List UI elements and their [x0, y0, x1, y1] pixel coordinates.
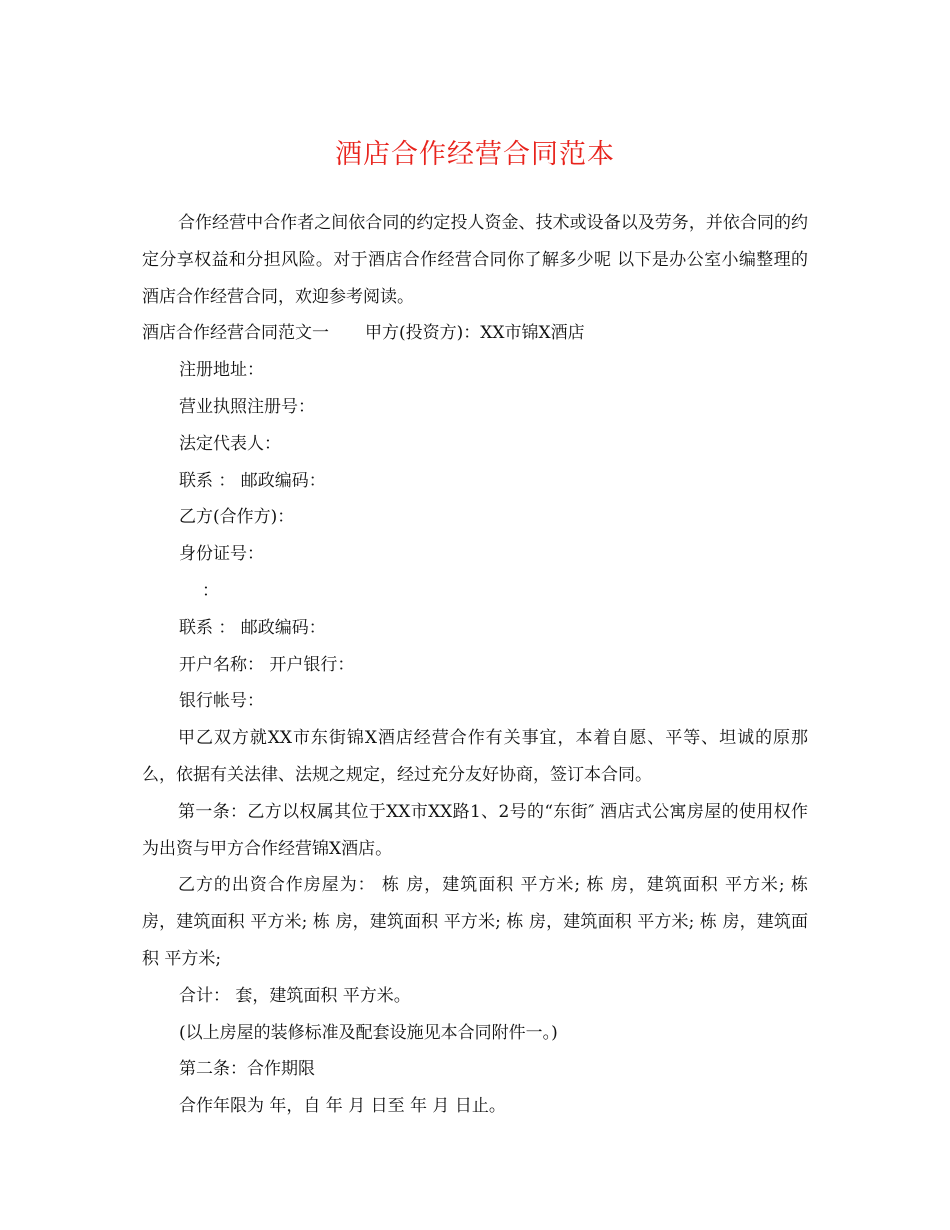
party-a-line: 甲方(投资方)：XX市锦X酒店 — [365, 323, 585, 344]
property-list-paragraph: 乙方的出资合作房屋为： 栋 房，建筑面积 平方米; 栋 房，建筑面积 平方米; 栋 房，建筑面积 平方米; 栋 房，建筑面积 平方米; 栋 房，建筑面积 平方米; 栋 房，建筑面积 平方米; — [142, 875, 808, 969]
field-party-b: 乙方(合作方)： — [179, 507, 295, 528]
total-line: 合计： 套，建筑面积 平方米。 — [179, 985, 411, 1006]
field-bank-account: 银行帐号： — [179, 691, 264, 712]
field-legal-representative: 法定代表人： — [179, 433, 281, 454]
document-body — [142, 205, 808, 1125]
term-line: 合作年限为 年，自 年 月 日至 年 月 日止。 — [179, 1096, 506, 1117]
field-registered-address: 注册地址： — [179, 360, 264, 381]
sample-heading-line — [142, 315, 808, 352]
field-contact-postcode-a: 联系 ： 邮政编码： — [179, 470, 326, 491]
intro-paragraph: 合作经营中合作者之间依合同的约定投人资金、技术或设备以及劳务，并依合同的约定分享权益和分担风险。对于酒店合作经营合同你了解多少呢 以下是办公室小编整理的酒店合作经营合同，欢迎参考阅读。 — [142, 213, 808, 307]
note-line: (以上房屋的装修标准及配套设施见本合同附件一。) — [179, 1022, 558, 1043]
article-2-heading: 第二条：合作期限 — [179, 1059, 315, 1080]
field-account-name-bank: 开户名称： 开户银行： — [179, 654, 355, 675]
document-title: 酒店合作经营合同范本 — [335, 139, 615, 170]
field-id-number: 身份证号： — [179, 544, 264, 565]
article-1-paragraph: 第一条：乙方以权属其位于XX市XX路1、2号的“东街″ 酒店式公寓房屋的使用权作为出资与甲方合作经营锦X酒店。 — [142, 801, 808, 859]
agreement-paragraph: 甲乙双方就XX市东街锦X酒店经营合作有关事宜，本着自愿、平等、坦诚的原那么，依据有关法律、法规之规定，经过充分友好协商，签订本合同。 — [142, 728, 808, 785]
sample-label: 酒店合作经营合同范文一 — [142, 323, 329, 344]
field-blank: ： — [202, 580, 219, 601]
field-business-license: 营业执照注册号： — [179, 396, 315, 417]
field-contact-postcode-b: 联系 ： 邮政编码： — [179, 617, 326, 638]
